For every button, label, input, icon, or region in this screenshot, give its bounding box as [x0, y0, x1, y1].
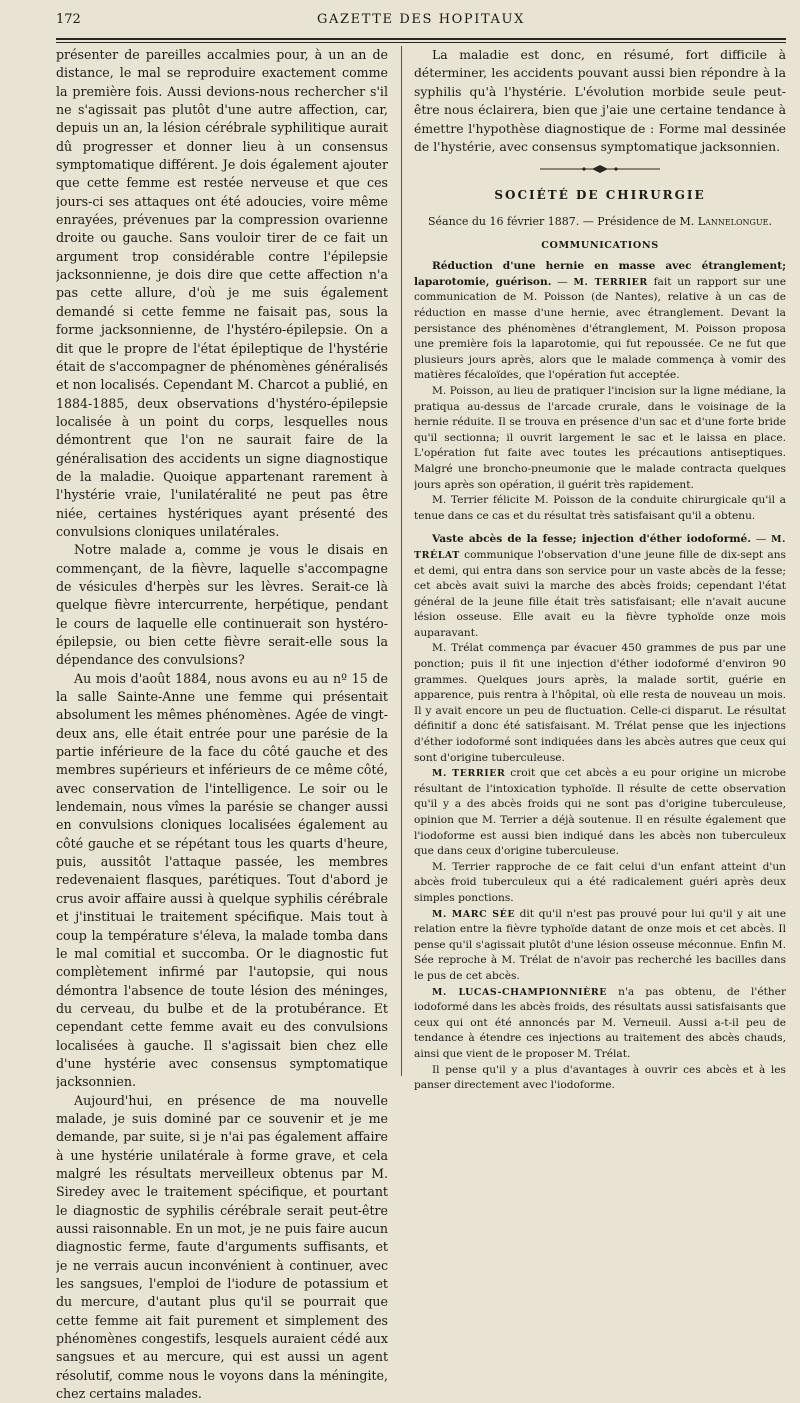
- left-column: [56, 46, 388, 1403]
- section-2-paragraph-2: M. Trélat commença par évacuer 450 grammes de pus par une ponction; puis il fit une injection d'éther iodoformé d'environ 90 grammes. Quelques jours après, la malade sortit, guérie en apparence, puis rentra à l'hôpital, où elle resta de nouveau un mois. Il y avait encore un peu de fluctuation. Celle-ci disparut. Le résultat définitif a donc été satisfaisant. M. Trélat pense que les injections d'éther iodoformé sont indiquées dans les abcès autres que ceux qui sont d'origine tuberculeuse.: [414, 642, 786, 764]
- paragraph-text: dit qu'il n'est pas prouvé pour lui qu'il y ait une relation entre la fièvre typhoïde datant de onze mois et cet abcès. Il pense qu'il s'agissait plutôt d'une lésion osseuse méconnue. Enfin M. Sée reproche à M. Trélat de n'avoir pas recherché les bacilles dans le pus de cet abcès.: [414, 907, 786, 982]
- header-rule-thin: [56, 42, 786, 43]
- session-text: Séance du 16 février 1887. — Présidence de M.: [428, 215, 695, 229]
- author-name: M. LUCAS-CHAMPIONNIÈRE: [432, 986, 608, 998]
- section-2-title: Vaste abcès de la fesse; injection d'éther iodoformé.: [432, 533, 751, 546]
- page-header: [56, 8, 786, 32]
- communications-heading: COMMUNICATIONS: [541, 239, 659, 251]
- paragraph-text: n'a pas obtenu, de l'éther iodoformé dans les abcès froids, des résultats aussi satisfaisants que ceux qui ont été annoncés par M. Verneuil. Aussi a-t-il peu de tendance à étendre ces injections au traitement des abcès chauds, ainsi que vient de le proposer M. Trélat.: [414, 985, 786, 1060]
- author-name: M. TERRIER: [432, 768, 506, 780]
- session-president: Lannelongue.: [697, 215, 772, 229]
- dash: —: [750, 533, 772, 546]
- section-2-paragraph-6: [414, 985, 786, 1063]
- left-paragraph-1: présenter de pareilles accalmies pour, à un an de distance, le mal se reproduire exactement comme la première fois. Aussi devions-nous rechercher s'il ne s'agissait pas plutôt d'une autre affection, car, depuis un an, la lésion cérébrale syphilitique aurait dû progresser et donner lieu à un consensus symptomatique différent. Je dois également ajouter que cette femme est restée nerveuse et que ces jours-ci ses attaques ont été adoucies, voire même enrayées, prévenues par la compression ovarienne droite ou gauche. Sans vouloir tirer de ce fait un argument trop considérable contre l'épilepsie jacksonnienne, je dois dire que cette affection n'a pas cette allure, d'où je me suis également demandé si cette femme ne faisait pas, sous la forme jacksonnienne, de l'hystéro-épilepsie. On a dit que le propre de l'état épileptique de l'hystérie était de s'accompagner de phénomènes généralisés et non localisés. Cependant M. Charcot a publié, en 1884-1885, deux observations d'hystéro-épilepsie localisée à un point du corps, lesquelles nous démontrent que l'on ne saurait faire de la généralisation des accidents un signe diagnostique de la maladie. Quoique appartenant rarement à l'hystérie vraie, l'unilatéralité ne peut pas être niée, certaines hystériques ayant présenté des convulsions cloniques unilatérales.: [56, 47, 388, 539]
- section-1-text: fait un rapport sur une communication de M. Poisson (de Nantes), relative à un cas de réduction en masse d'une hernie, avec étranglement. Devant la persistance des phénomènes d'étranglement, M. Poisson proposa une première fois la laparotomie, qui fut repoussée. Ce ne fut que plusieurs jours après, alors que le malade commença à vomir des matières fécaloïdes, que l'opération fut acceptée.: [414, 275, 786, 382]
- author-name: M. MARC SÉE: [432, 908, 516, 920]
- author-name: M. TERRIER: [573, 276, 648, 288]
- session-line: [414, 214, 786, 230]
- header-rule: [56, 38, 786, 40]
- section-2-paragraph-4: M. Terrier rapproche de ce fait celui d'un enfant atteint d'un abcès froid tuberculeux qui a été radicalement guéri après deux simples ponctions.: [414, 860, 786, 904]
- right-column: [414, 46, 786, 1094]
- section-1-title: Réduction d'une hernie en masse avec étranglement; laparotomie, guérison.: [414, 260, 786, 288]
- page-number: 172: [56, 12, 81, 27]
- ornament-rule-icon: [540, 164, 660, 174]
- left-paragraph-4: Aujourd'hui, en présence de ma nouvelle malade, je suis dominé par ce souvenir et je me demande, par suite, si je n'ai pas également affaire à une hystérie unilatérale à forme grave, et cela malgré les résultats merveilleux obtenus par M. Siredey avec le traitement spécifique, et pourtant le diagnostic de syphilis cérébrale serait peut-être aussi raisonnable. En un mot, je ne puis faire aucun diagnostic ferme, faute d'arguments suffisants, et je ne verrais aucun inconvénient à continuer, avec les sangsues, l'emploi de l'iodure de potassium et du mercure, d'autant plus qu'il se pourrait que cette femme ait fait purement et simplement des phénomènes congestifs, lesquels auraient cédé aux sangsues et au mercure, qui est aussi un agent résolutif, comme nous le voyons dans la méningite, chez certains malades.: [56, 1092, 388, 1402]
- running-title: GAZETTE DES HOPITAUX: [317, 12, 525, 27]
- paragraph-text: croit que cet abcès a eu pour origine un microbe résultant de l'intoxication typhoïde. Il résulte de cette observation qu'il y a des abcès froids qui ne sont pas d'origine tuberculeuse, opinion que M. Terrier a déjà soutenue. Il en résulte également que l'iodoforme est aussi bien indiqué dans les abcès non tuberculeux que dans ceux d'origine tuberculeuse.: [414, 767, 786, 858]
- right-lead-paragraph: La maladie est donc, en résumé, fort difficile à déterminer, les accidents pouvant aussi bien répondre à la syphilis qu'à l'hystérie. L'évolution morbide seule peut-être nous éclairera, bien que j'aie une certaine tendance à émettre l'hypothèse diagnostique de : Forme mal dessinée de l'hystérie, avec consensus symptomatique jacksonnien.: [414, 47, 786, 155]
- section-2-paragraph-3: [414, 766, 786, 860]
- author-name: M. TRÉLAT: [414, 534, 786, 561]
- section-1-paragraph-2: M. Poisson, au lieu de pratiquer l'incision sur la ligne médiane, la pratiqua au-dessus de l'arcade crurale, dans le voisinage de la hernie réduite. Il se trouva en présence d'un sac et d'une forte bride qu'il sectionna; il ouvrit largement le sac et le laissa en place. L'opération fut faite avec toutes les précautions antiseptiques. Malgré une broncho-pneumonie que le malade contracta quelques jours après son opération, il guérit très rapidement.: [414, 384, 786, 491]
- section-1-paragraph-3: M. Terrier félicite M. Poisson de la conduite chirurgicale qu'il a tenue dans ce cas et du résultat très satisfaisant qu'il a obtenu.: [414, 494, 786, 522]
- column-divider: [401, 46, 402, 1076]
- section-ornament: [414, 164, 786, 174]
- dash: —: [551, 275, 574, 288]
- section-2-paragraph-5: [414, 907, 786, 985]
- section-2-paragraph: [414, 532, 786, 641]
- left-paragraph-2: Notre malade a, comme je vous le disais en commençant, de la fièvre, laquelle s'accompagne de vésicules d'herpès sur les lèvres. Serait-ce là quelque fièvre intercurrente, herpétique, pendant le cours de laquelle elle continuerait son hystéro-épilepsie, ou bien cette fièvre serait-elle sous la dépendance des convulsions?: [56, 542, 388, 668]
- section-2-paragraph-7: Il pense qu'il y a plus d'avantages à ouvrir ces abcès et à les panser directement avec l'iodoforme.: [414, 1063, 786, 1092]
- section-1-paragraph: [414, 259, 786, 384]
- section-2-text: communique l'observation d'une jeune fille de dix-sept ans et demi, qui entra dans son service pour un vaste abcès de la fesse; cet abcès avait suivi la marche des abcès froids; cependant l'état général de la jeune fille était très satisfaisant; elle n'avait aucune lésion osseuse. Elle avait eu la fièvre typhoïde onze mois auparavant.: [414, 548, 786, 639]
- left-paragraph-3: Au mois d'août 1884, nous avons eu au nº 15 de la salle Sainte-Anne une femme qui présentait absolument les mêmes phénomènes. Agée de vingt-deux ans, elle était entrée pour une parésie de la partie inférieure de la face du côté gauche et des membres supérieurs et inférieurs de ce même côté, avec conservation de l'intelligence. Le soir ou le lendemain, nous vîmes la parésie se changer aussi en convulsions cloniques localisées également au côté gauche et se répétant tous les quarts d'heure, puis, aussitôt l'attaque passée, les membres redevenaient flasques, parétiques. Tout d'abord je crus avoir affaire aussi à quelque syphilis cérébrale et j'instituai le traitement spécifique. Mais tout à coup la température s'éleva, la malade tomba dans le mal comitial et succomba. Or le diagnostic fut complètement infirmé par l'autopsie, qui nous démontra l'absence de toute lésion des méninges, du cerveau, du bulbe et de la protubérance. Et cependant cette femme avait eu des convulsions localisées à gauche. Il s'agissait bien chez elle d'une hystérie avec consensus symptomatique jacksonnien.: [56, 670, 388, 1090]
- society-title: SOCIÉTÉ DE CHIRURGIE: [494, 188, 706, 203]
